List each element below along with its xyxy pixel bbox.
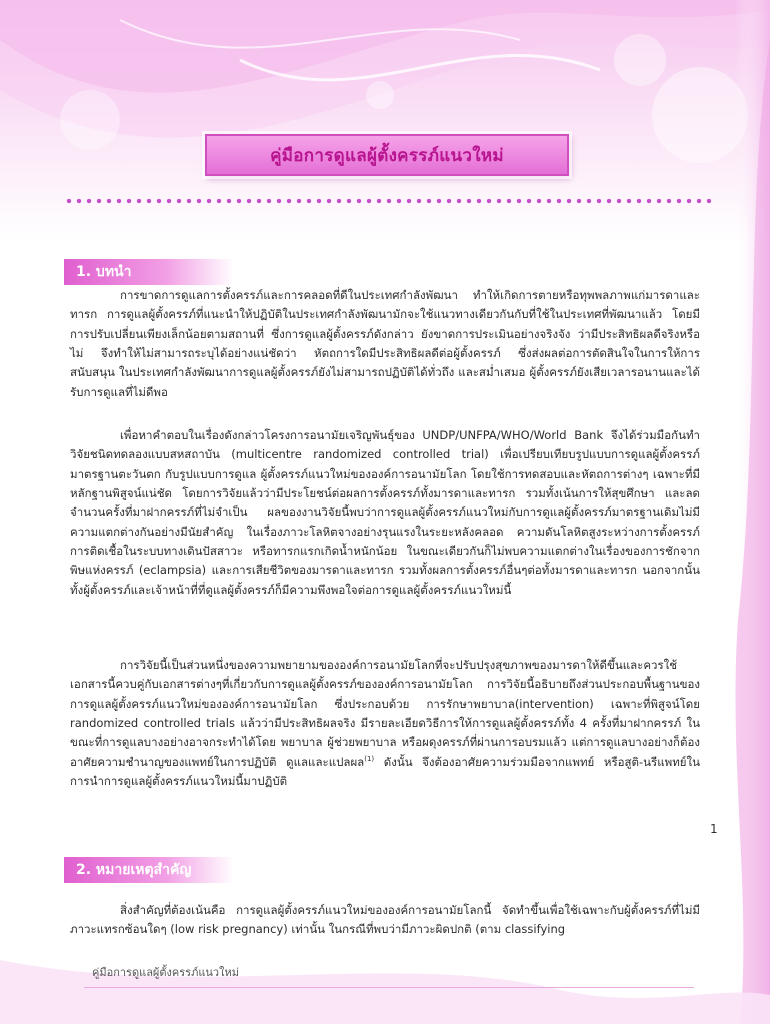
page-number: 1 bbox=[710, 822, 718, 836]
intro-paragraph-2: เพื่อหาคำตอบในเรื่องดังกล่าวโครงการอนามัยเจริญพันธุ์ของ UNDP/UNFPA/WHO/World Bank จึงได้ร่วมมือกันทำวิจัยชนิดทดลองแบบสหสถาบัน (multicentre randomized controlled trial) เพื่อเปรียบเทียบรูปแบบการดูแลผู้ตั้งครรภ์มาตรฐานตะวันตก กับรูปแบบการดูแล ผู้ตั้งครรภ์แนวใหม่ขององค์การอนามัยโลก โดยใช้การทดสอบและหัตถการต่างๆ เฉพาะที่มีหลักฐานพิสูจน์แน่ชัด โดยการวิจัยแล้วว่ามีประโยชน์ต่อผลการตั้งครรภ์ทั้งมารดาและทารก รวมทั้งเน้นการให้สุขศึกษา และลดจำนวนครั้งที่มาฝากครรภ์ที่ไม่จำเป็น ผลของงานวิจัยนี้พบว่าการดูแลผู้ตั้งครรภ์แนวใหม่กับการดูแลผู้ตั้งครรภ์มาตรฐานเดิมไม่มีความแตกต่างกันอย่างมีนัยสำคัญ ในเรื่องภาวะโลหิตจางอย่างรุนแรงในระยะหลังคลอด ความดันโลหิตสูงระหว่างการตั้งครรภ์ การติดเชื้อในระบบทางเดินปัสสาวะ หรือทารกแรกเกิดน้ำหนักน้อย ในขณะเดียวกันก็ไม่พบความแตกต่างในเรื่องของการชักจากพิษแห่งครรภ์ (eclampsia) และการเสียชีวิตของมารดาและทารก รวมทั้งผลการตั้งครรภ์อื่นๆต่อทั้งมารดาและทารก นอกจากนั้นทั้งผู้ตั้งครรภ์และเจ้าหน้าที่ที่ดูแลผู้ตั้งครรภ์ก็มีความพึงพอใจต่อการดูแลผู้ตั้งครรภ์แนวใหม่นี้ bbox=[70, 428, 700, 597]
intro-paragraph-3-tail: ดังนั้น จึงต้องอาศัยความร่วมมือจากแพทย์ หรือสูติ-นรีแพทย์ในการนำการดูแลผู้ตั้งครรภ์แนวใหม่นี้มาปฏิบัติ bbox=[70, 754, 700, 789]
section-heading-important-note bbox=[64, 857, 234, 883]
title-banner bbox=[205, 134, 569, 176]
intro-paragraph-3-text: การวิจัยนี้เป็นส่วนหนึ่งของความพยายามขององค์การอนามัยโลกที่จะปรับปรุงสุขภาพของมารดาให้ดีขึ้นและควรใช้เอกสารนี้ควบคู่กับเอกสารต่างๆที่เกี่ยวกับการดูแลผู้ตั้งครรภ์ขององค์การอนามัยโลก การวิจัยนี้อธิบายถึงส่วนประกอบพื้นฐานของการดูแลผู้ตั้งครรภ์แนวใหม่ขององค์การอนามัยโลก ซึ่งประกอบด้วย การรักษาพยาบาล(intervention) เฉพาะที่พิสูจน์โดย randomized controlled trials แล้วว่ามีประสิทธิผลจริง มีรายละเอียดวิธีการให้การดูแลผู้ตั้งครรภ์ทั้ง 4 ครั้งที่มาฝากครรภ์ ในขณะที่การดูแลบางอย่างอาจกระทำได้โดย พยาบาล ผู้ช่วยพยาบาล หรือผดุงครรภ์ที่ผ่านการอบรมแล้ว แต่การดูแลบางอย่างก็ต้องอาศัยความชำนาญของแพทย์ในการปฏิบัติ ดูแลและแปลผล bbox=[70, 658, 700, 769]
footnote-marker: (1) bbox=[364, 754, 375, 763]
intro-paragraph-3 bbox=[70, 656, 700, 791]
section-heading-label: 2. หมายเหตุสำคัญ bbox=[76, 862, 192, 878]
dotted-divider bbox=[64, 196, 714, 206]
intro-paragraph-1: การขาดการดูแลการตั้งครรภ์และการคลอดที่ดีในประเทศกำลังพัฒนา ทำให้เกิดการตายหรือทุพพลภาพแก่มารดาและทารก การดูแลผู้ตั้งครรภ์ที่แนะนำให้ปฏิบัติในประเทศกำลังพัฒนามักจะใช้แนวทางเดียวกันกับที่ใช้ในประเทศที่พัฒนาแล้ว โดยมีการปรับเปลี่ยนเพียงเล็กน้อยตามสถานที่ ซึ่งการดูแลผู้ตั้งครรภ์ดังกล่าว ยังขาดการประเมินอย่างจริงจัง ว่ามีประสิทธิผลดีจริงหรือไม่ จึงทำให้ไม่สามารถระบุได้อย่างแน่ชัดว่า หัตถการใดมีประสิทธิผลดีต่อผู้ตั้งครรภ์ ซึ่งส่งผลต่อการตัดสินใจในการให้การสนับสนุน ในประเทศกำลังพัฒนาการดูแลผู้ตั้งครรภ์ยังไม่สามารถปฏิบัติได้ทั่วถึง และสม่ำเสมอ ผู้ตั้งครรภ์ยังเสียเวลารอนานและได้รับการดูแลที่ไม่ดีพอ bbox=[70, 288, 700, 399]
page-title: คู่มือการดูแลผู้ตั้งครรภ์แนวใหม่ bbox=[270, 145, 504, 166]
footer-title: คู่มือการดูแลผู้ตั้งครรภ์แนวใหม่ bbox=[92, 966, 239, 979]
footer-divider bbox=[84, 987, 694, 988]
section-heading-label: 1. บทนำ bbox=[76, 264, 132, 280]
note-paragraph-1: สิ่งสำคัญที่ต้องเน้นคือ การดูแลผู้ตั้งครรภ์แนวใหม่ขององค์การอนามัยโลกนี้ จัดทำขึ้นเพื่อใช้เฉพาะกับผู้ตั้งครรภ์ที่ไม่มีภาวะแทรกซ้อนใดๆ (low risk pregnancy) เท่านั้น ในกรณีที่พบว่ามีภาวะผิดปกติ (ตาม classifying bbox=[70, 903, 700, 937]
section-heading-introduction bbox=[64, 259, 234, 285]
